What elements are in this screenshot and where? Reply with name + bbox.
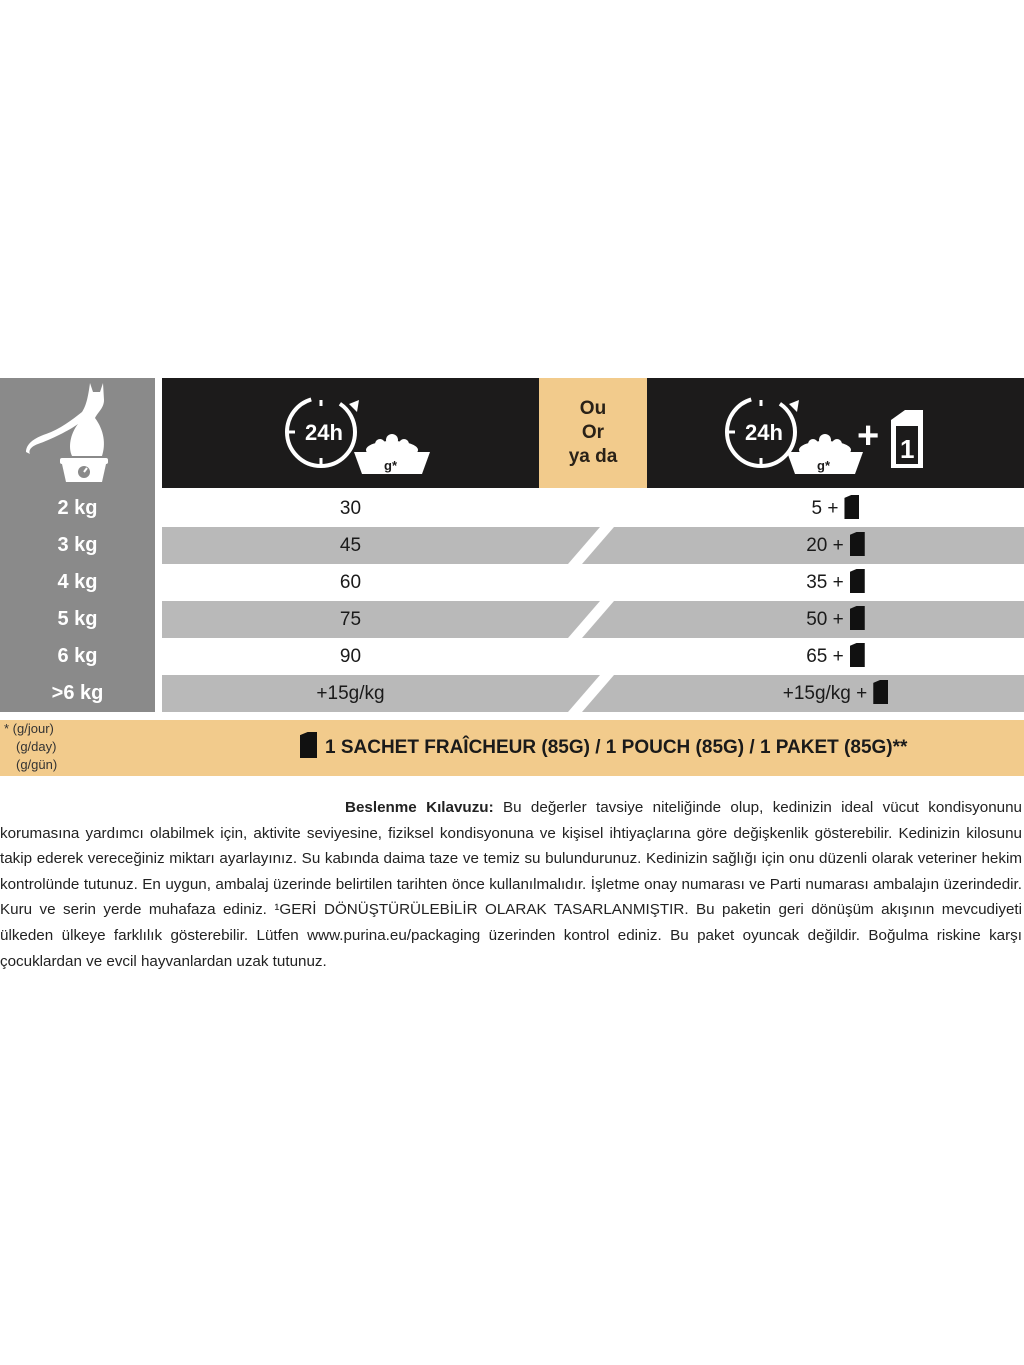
feeding-guide (0, 795, 1022, 974)
weight-label: 3 kg (57, 534, 98, 556)
or-word: Or (581, 422, 605, 443)
mixed-amount (647, 675, 1024, 712)
dry-amount: +15g/kg (316, 683, 385, 704)
table-row (162, 490, 1024, 527)
mixed-amount-text: 5 + (811, 498, 839, 519)
mixed-amount-text: 65 + (806, 646, 844, 667)
unit-note: (g/gün) (16, 757, 58, 772)
pouch-count: 1 (900, 434, 915, 464)
table-row (162, 564, 1024, 601)
bowl-unit-label: g* (384, 458, 397, 473)
or-word: ya da (568, 446, 618, 467)
mixed-amount (647, 601, 1024, 638)
mixed-amount (647, 564, 1024, 601)
unit-note: (g/day) (16, 739, 57, 754)
weight-label: >6 kg (51, 682, 104, 704)
weight-label: 2 kg (57, 497, 98, 519)
header-mixed-feeding (647, 378, 1024, 488)
or-word: Ou (579, 398, 607, 419)
pouch-icon (850, 643, 865, 667)
mixed-amount-text: 50 + (806, 609, 844, 630)
table-row (162, 601, 1024, 638)
feeding-guide-text: Bu değerler tavsiye niteliğinde olup, kedinizin ideal vücut kondisyonunu korumasına yardımcı olabilmek için, aktivite seviyesine, fiziksel kondisyonuna ve kişisel ihtiyaçlarına göre değişkenlik gösterebilir. Kedinizin kilosunu takip ederek vereceğiniz miktarı ayarlayınız. Su kabında daima taze ve temiz su bulundurunuz. Kedinizin sağlığı için onu düzenli olarak veteriner hekim kontrolünde tutunuz. En uygun, ambalaj üzerinde belirtilen tarihten önce kullanılmalıdır. İşletme onay numarası ve Parti numarası ambalajın üzerindedir. Kuru ve serin yerde muhafaza ediniz. ¹GERİ DÖNÜŞTÜRÜLEBİLİR OLARAK TASARLANMIŞTIR. Bu paketin geri dönüşüm akışının mevcudiyeti ülkeden ülkeye farklılık gösterebilir. Lütfen www.purina.eu/packaging üzerinden kontrol ediniz. Bu paket oyuncak değildir. Boğulma riskine karşı çocuklardan ve evcil hayvanlardan uzak tutunuz. (0, 799, 1022, 970)
weight-label: 6 kg (57, 645, 98, 667)
pouch-icon (887, 408, 927, 472)
header-dry-food (162, 378, 539, 488)
mixed-amount (647, 490, 1024, 527)
table-row (162, 527, 1024, 564)
footer-band (0, 720, 1024, 776)
pouch-icon (850, 606, 865, 630)
cat-on-scale-icon (0, 378, 155, 488)
clock-label: 24h (745, 420, 783, 445)
pouch-icon (300, 732, 317, 758)
dry-amount: 75 (339, 609, 362, 630)
dry-amount: 60 (339, 572, 362, 593)
clock-label: 24h (305, 420, 343, 445)
unit-note: * (g/jour) (4, 721, 54, 736)
pouch-icon (844, 495, 859, 519)
bowl-unit-label: g* (817, 458, 830, 473)
pouch-icon (850, 532, 865, 556)
dry-amount: 30 (339, 498, 362, 519)
weight-column (0, 378, 155, 712)
mixed-amount-text: 35 + (806, 572, 844, 593)
sachet-info (300, 720, 907, 776)
feeding-guide-title: Beslenme Kılavuzu: (345, 799, 494, 816)
mixed-amount (647, 527, 1024, 564)
weight-label: 5 kg (57, 608, 98, 630)
food-bowl-icon (344, 428, 444, 488)
header-or-separator (539, 378, 647, 488)
mixed-amount-text: +15g/kg + (782, 683, 868, 704)
pouch-icon (873, 680, 888, 704)
dry-amount: 45 (339, 535, 362, 556)
mixed-amount (647, 638, 1024, 675)
plus-sign: + (857, 415, 880, 457)
pouch-icon (850, 569, 865, 593)
table-row (162, 675, 1024, 712)
sachet-text: 1 SACHET FRAÎCHEUR (85G) / 1 POUCH (85G) / 1 PAKET (85G)** (325, 737, 908, 758)
dry-amount: 90 (339, 646, 362, 667)
table-row (162, 638, 1024, 675)
weight-label: 4 kg (57, 571, 98, 593)
mixed-amount-text: 20 + (806, 535, 844, 556)
